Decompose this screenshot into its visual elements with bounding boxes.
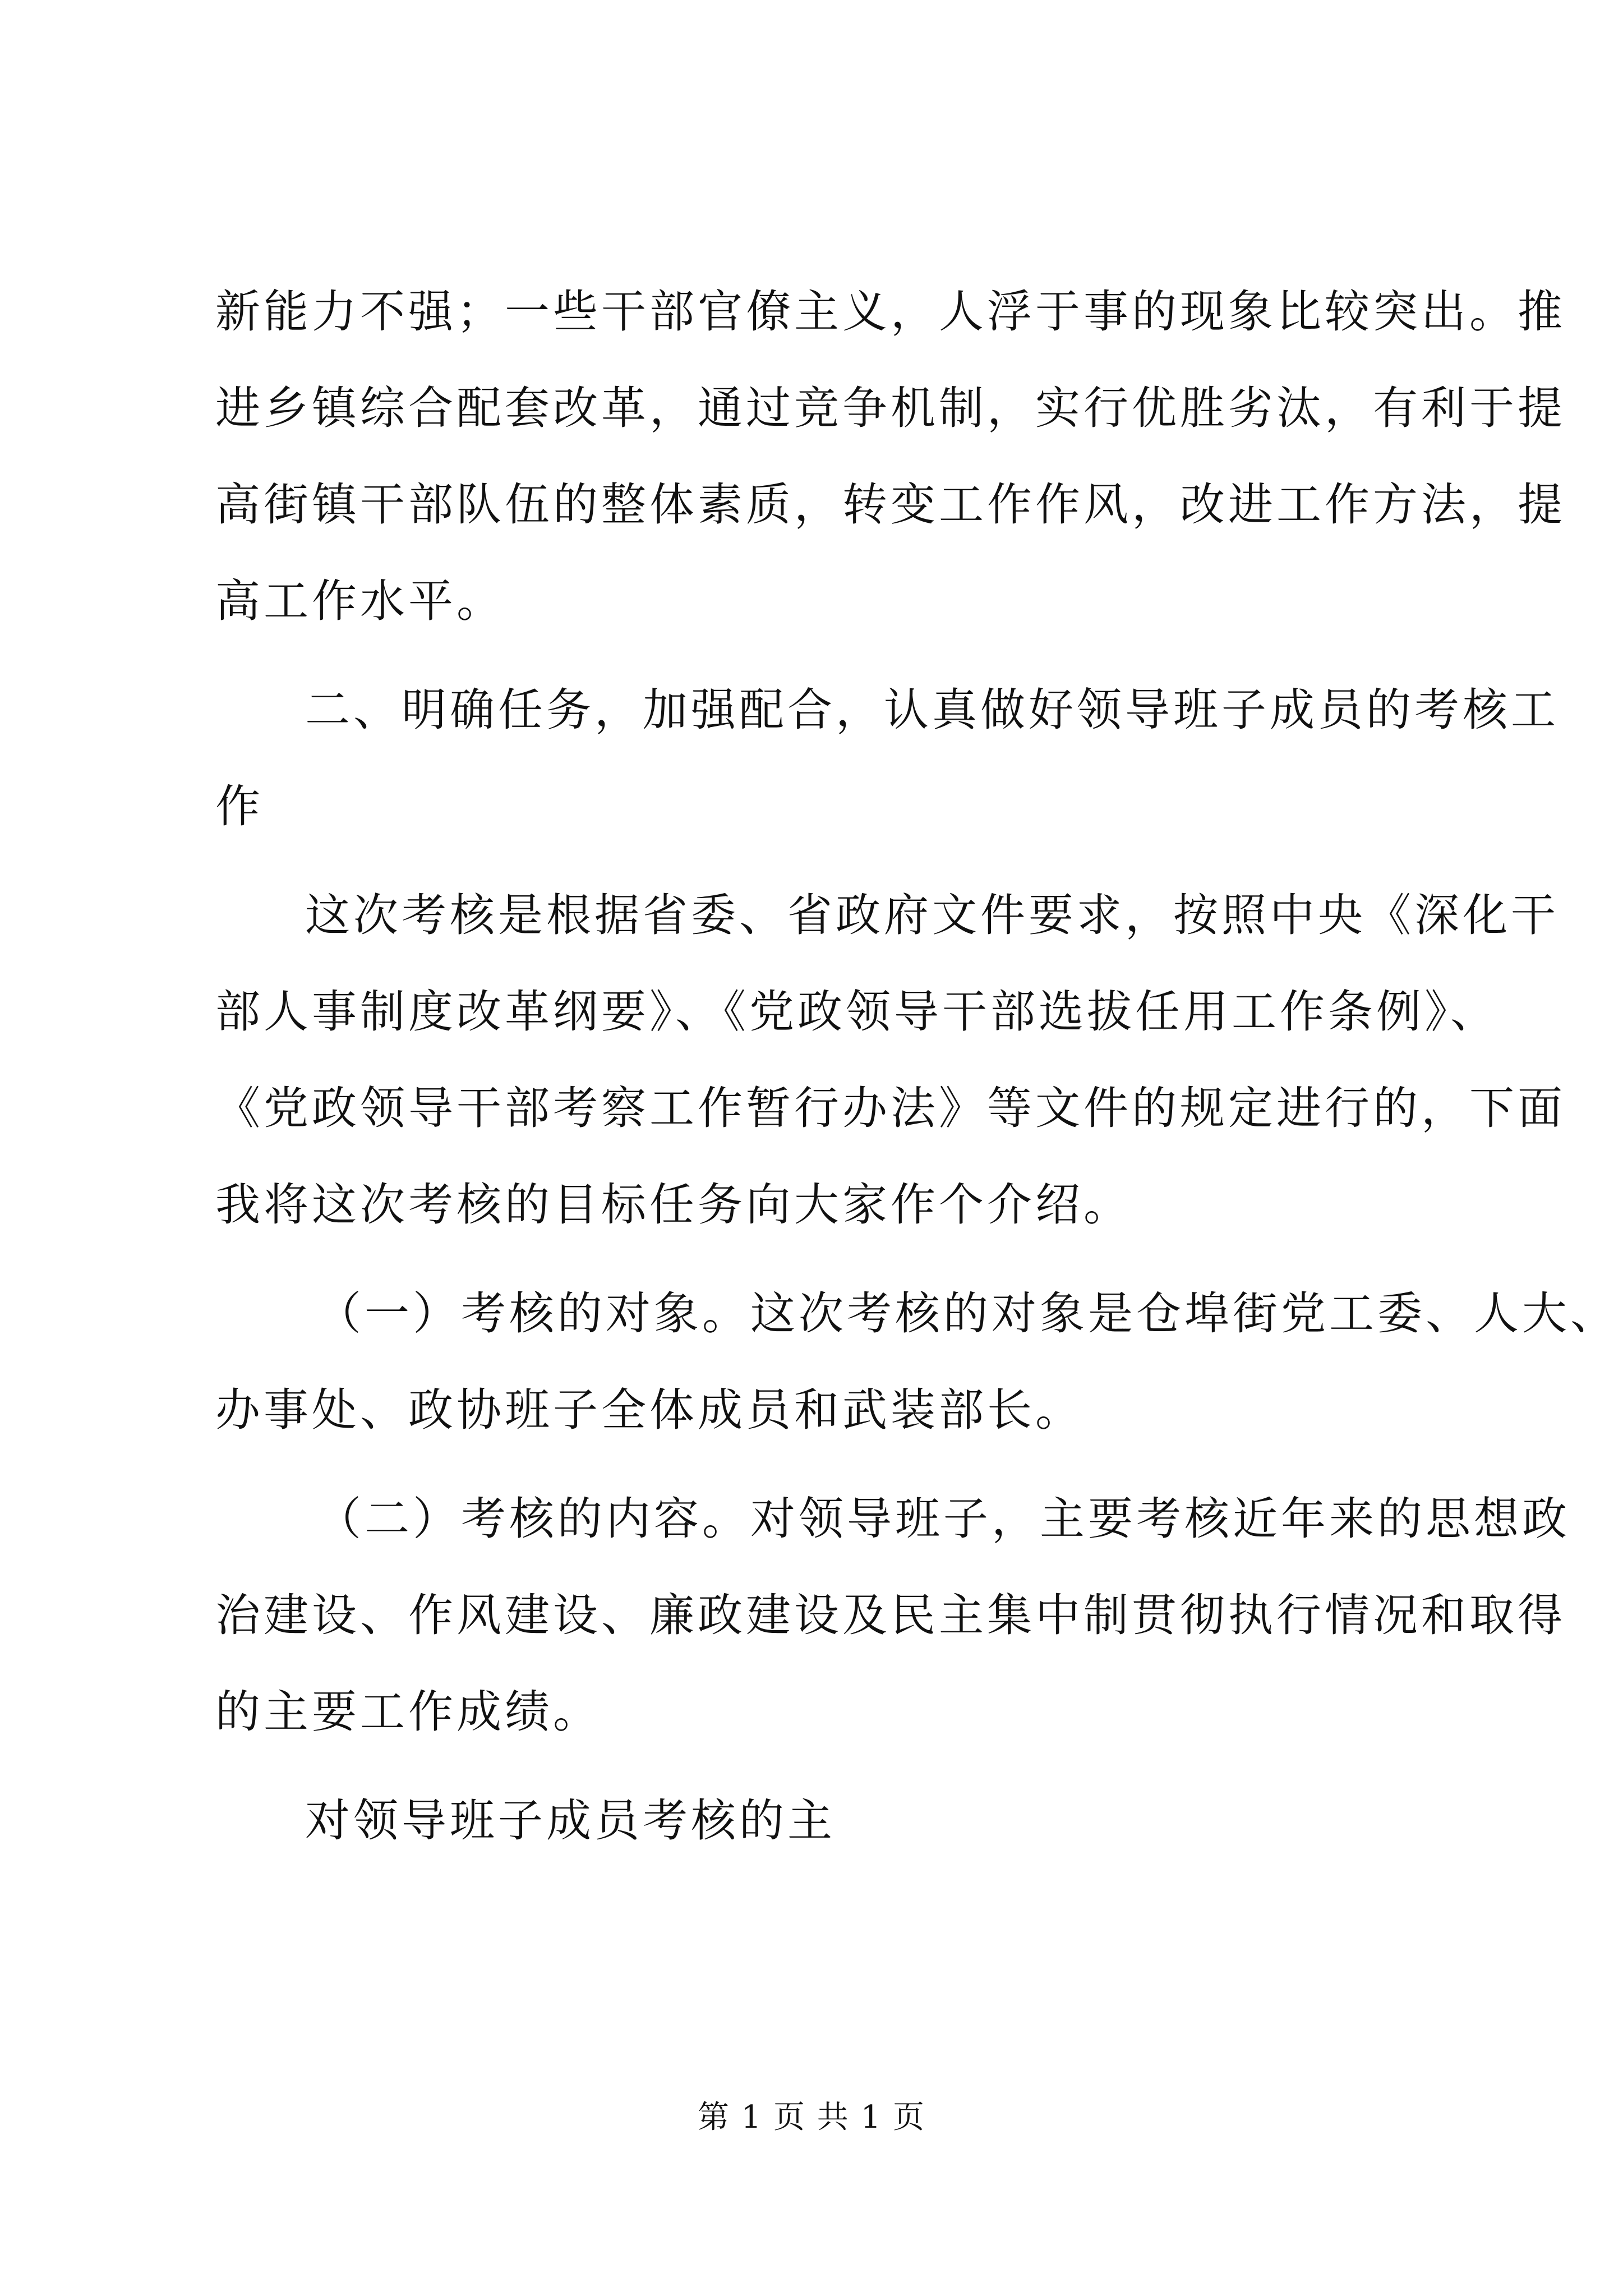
subsection-line: （一）考核的对象。这次考核的对象是仓埠街党工委、人大、: [316, 1287, 1619, 1340]
text-line: 治建设、作风建设、廉政建设及民主集中制贯彻执行情况和取得: [215, 1589, 1566, 1641]
document-body: [215, 264, 1619, 1869]
section-heading: 二、明确任务，加强配合，认真做好领导班子成员的考核工: [305, 684, 1559, 736]
text-line: 的主要工作成绩。: [215, 1686, 601, 1738]
text-line: 对领导班子成员考核的主: [305, 1795, 836, 1847]
page-number-footer: 第 1 页 共 1 页: [697, 2099, 926, 2136]
text-line: 高工作水平。: [215, 575, 505, 627]
text-line: 新能力不强；一些干部官僚主义，人浮于事的现象比较突出。推: [215, 286, 1566, 338]
text-line: 进乡镇综合配套改革，通过竞争机制，实行优胜劣汰，有利于提: [215, 382, 1566, 434]
subsection-line: （二）考核的内容。对领导班子，主要考核近年来的思想政: [316, 1493, 1570, 1545]
text-line: 部人事制度改革纲要》、《党政领导干部选拔任用工作条例》、: [215, 986, 1498, 1038]
text-line: 高街镇干部队伍的整体素质，转变工作作风，改进工作方法，提: [215, 478, 1566, 531]
section-heading-continued: 作: [215, 780, 264, 832]
text-line: 这次考核是根据省委、省政府文件要求，按照中央《深化干: [305, 889, 1559, 941]
text-line: 《党政领导干部考察工作暂行办法》等文件的规定进行的，下面: [215, 1082, 1566, 1134]
text-line: 我将这次考核的目标任务向大家作个介绍。: [215, 1179, 1132, 1231]
text-line: 办事处、政协班子全体成员和武装部长。: [215, 1384, 1083, 1436]
